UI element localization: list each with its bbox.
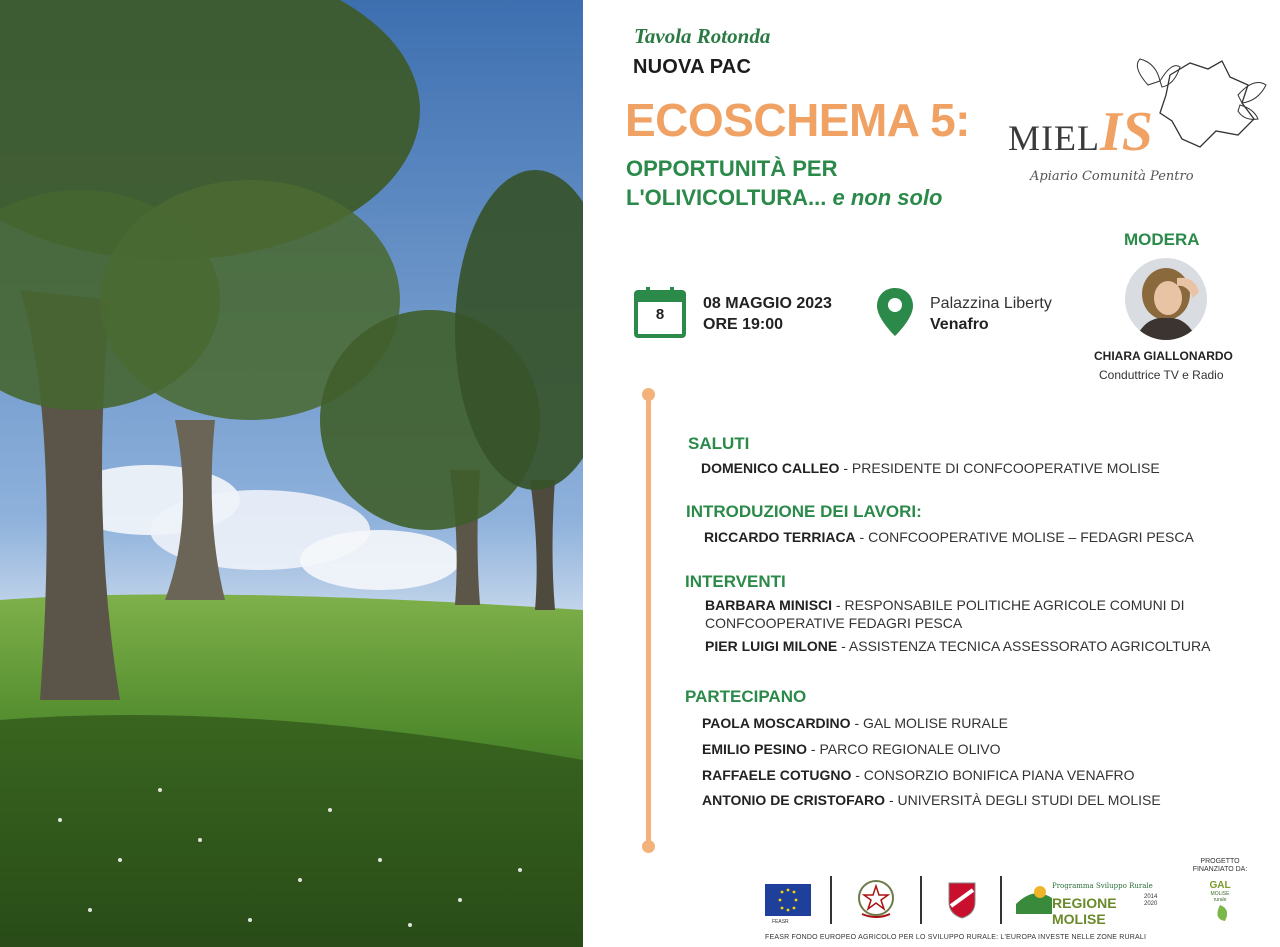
speaker-name: ANTONIO DE CRISTOFARO [702,792,886,808]
speaker-name: DOMENICO CALLEO [701,460,840,476]
tagline-line-2-text: L'OLIVICOLTURA... [626,185,827,210]
calendar-day: 8 [655,306,665,323]
funded-by-label [1185,858,1255,874]
event-tagline [626,154,943,212]
psr-line-2: REGIONE MOLISE [1052,895,1117,927]
italian-republic-emblem-icon [856,878,896,925]
page-title: ECOSCHEMA 5: [625,94,970,146]
event-subkicker: NUOVA PAC [633,56,752,78]
funded-label-1: PROGETTO [1200,858,1240,865]
speaker-role: - UNIVERSITÀ DEGLI STUDI DEL MOLISE [885,792,1161,808]
event-time: ORE 19:00 [703,316,784,333]
timeline-start-dot [642,388,655,401]
speaker-name: RAFFAELE COTUGNO [702,767,852,783]
mielis-logo [1000,55,1270,195]
speaker-role: - PARCO REGIONALE OLIVO [807,741,1001,757]
program-entry [704,528,1194,546]
funded-label-2: FINANZIATO DA: [1192,866,1248,873]
speaker-name: PAOLA MOSCARDINO [702,715,851,731]
moderator-role: Conduttrice TV e Radio [1099,368,1224,382]
moderator-name: CHIARA GIALLONARDO [1094,349,1233,363]
program-entry [702,714,1008,732]
tagline-line-1: OPPORTUNITÀ PER [626,156,838,181]
logo-word-is: IS [1099,101,1153,163]
section-saluti-title: SALUTI [688,434,750,453]
psr-landscape-icon [1016,884,1052,914]
calendar-icon [634,286,686,338]
logo-word-miel: MIEL [1008,118,1100,158]
gal-label: GAL [1209,880,1231,891]
footer-disclaimer: FEASR FONDO EUROPEO AGRICOLO PER LO SVILUPPO RURALE: L'EUROPA INVESTE NELLE ZONE RURALI [765,934,1147,941]
speaker-name: BARBARA MINISCI [705,597,833,613]
tagline-line-2 [626,183,943,212]
moderator-avatar [1125,258,1207,340]
footer-divider [830,876,832,924]
program-entry [701,459,1160,477]
program-entry [705,596,1184,632]
speaker-role: - PRESIDENTE DI CONFCOOPERATIVE MOLISE [839,460,1160,476]
event-venue [930,293,1052,335]
speaker-role: - ASSISTENZA TECNICA ASSESSORATO AGRICOLTURA [837,638,1211,654]
venue-name: Palazzina Liberty [930,295,1052,312]
speaker-name: PIER LUIGI MILONE [705,638,838,654]
psr-line-1: Programma Sviluppo Rurale [1052,882,1153,890]
event-kicker: Tavola Rotonda [634,24,771,48]
section-interventi-title: INTERVENTI [685,572,786,591]
venue-city: Venafro [930,316,989,333]
speaker-name: RICCARDO TERRIACA [704,529,856,545]
speaker-role: - CONFCOOPERATIVE MOLISE – FEDAGRI PESCA [855,529,1194,545]
timeline-end-dot [642,840,655,853]
speaker-role: - RESPONSABILE POLITICHE AGRICOLE COMUNI DI [832,597,1185,613]
speaker-role: - CONSORZIO BONIFICA PIANA VENAFRO [851,767,1135,783]
logo-wordmark [1008,100,1153,164]
timeline-line [646,394,651,846]
gal-sub: MOLISE rurale [1210,891,1230,903]
moderator-label: MODERA [1124,230,1200,249]
gal-leaf-icon [1205,903,1235,923]
psr-years: 2014 2020 [1144,894,1158,907]
tagline-italic: e non solo [832,185,943,210]
program-entry [702,791,1161,809]
program-entry [702,740,1000,758]
eu-flag-icon [765,884,811,916]
logo-subtitle: Apiario Comunità Pentro [1030,169,1194,184]
event-date: 08 MAGGIO 2023 [703,295,832,312]
speaker-role-continued: CONFCOOPERATIVE FEDAGRI PESCA [705,615,963,631]
sponsor-logos [760,872,1180,928]
program-entry [702,766,1135,784]
speaker-role: - GAL MOLISE RURALE [850,715,1008,731]
speaker-name: EMILIO PESINO [702,741,808,757]
program-entry [705,637,1210,655]
event-datetime [703,293,832,335]
section-partecipano-title: PARTECIPANO [685,687,807,706]
footer-divider [920,876,922,924]
molise-region-shield-icon [946,880,978,925]
section-introduzione-title: INTRODUZIONE DEI LAVORI: [686,502,922,521]
map-pin-icon [875,286,915,343]
gal-molise-rurale-logo [1205,880,1235,928]
footer-divider [1000,876,1002,924]
olive-grove-photo [0,0,583,947]
eu-caption: FEASR [772,919,789,925]
